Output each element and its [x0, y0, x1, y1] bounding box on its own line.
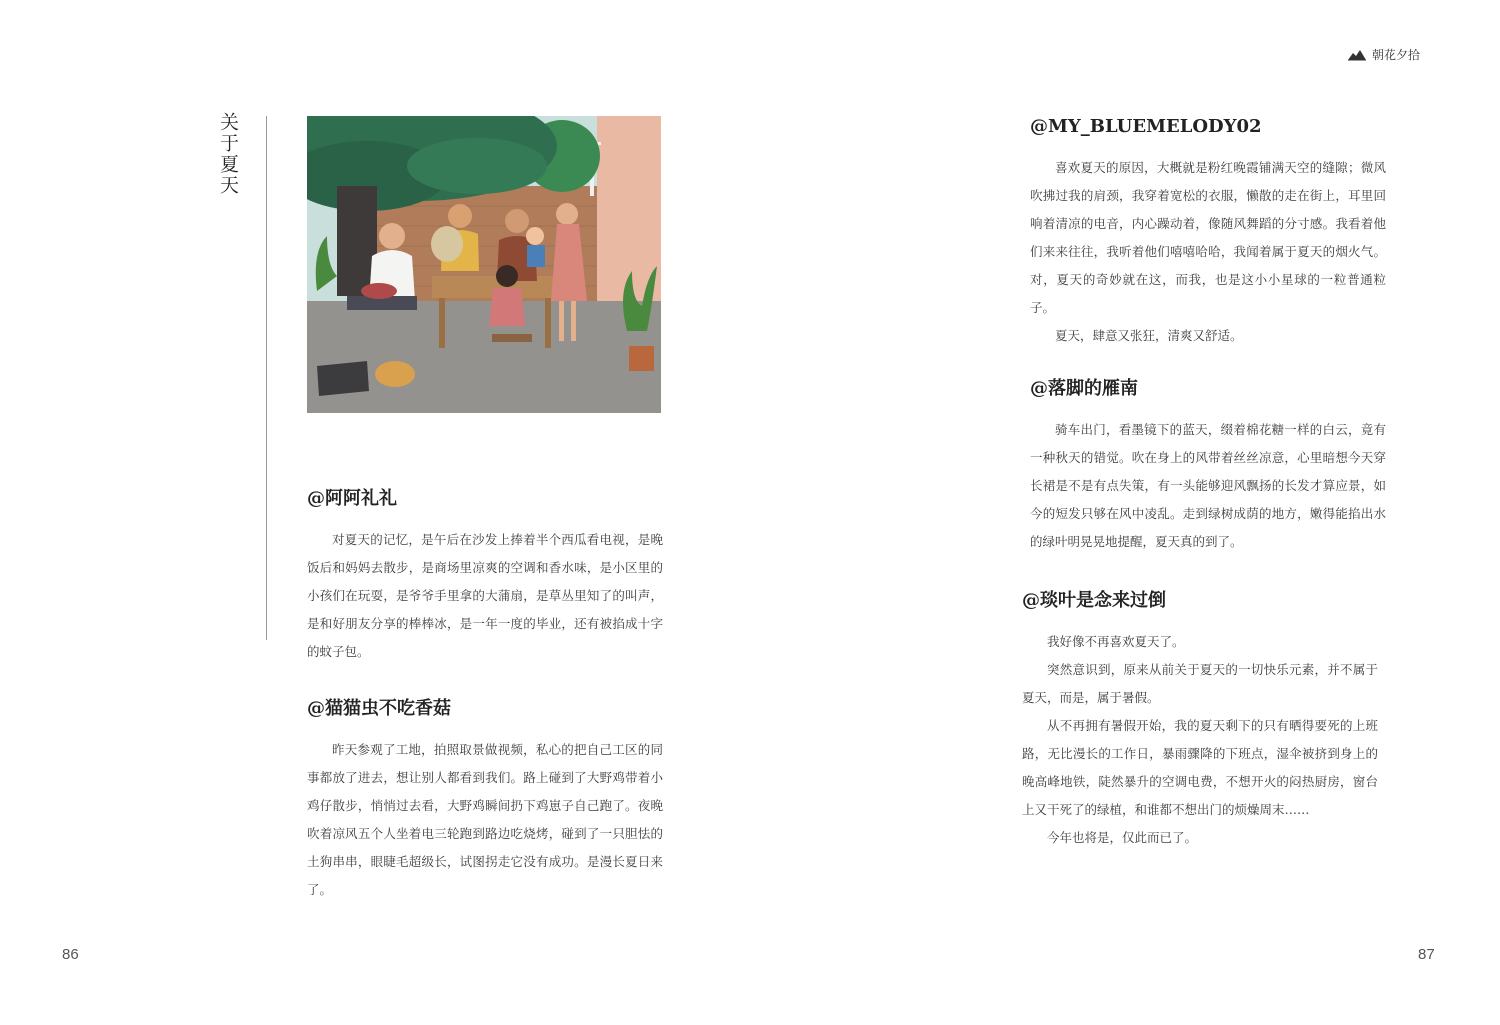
right-page — [750, 0, 1500, 1025]
section-title: 关于夏天 — [217, 112, 239, 196]
entry-paragraph: 喜欢夏天的原因，大概就是粉红晚霞铺满天空的缝隙；微风吹拂过我的肩颈，我穿着宽松的衣服，懒散的走在街上，耳里回响着清凉的电音，内心躁动着，像随风舞蹈的分寸感。我看着他们来来往往，我听着他们嘻嘻哈哈，我闻着属于夏天的烟火气。对，夏天的奇妙就在这，而我，也是这小小星球的一粒普通粒子。 — [1030, 160, 1386, 315]
entry-author: @落脚的雁南 — [1030, 378, 1138, 399]
entry-paragraph: 对夏天的记忆，是午后在沙发上捧着半个西瓜看电视，是晚饭后和妈妈去散步，是商场里凉爽的空调和香水味，是小区里的小孩们在玩耍，是爷爷手里拿的大蒲扇，是草丛里知了的叫声，是和好朋友分享的棒棒冰，是一年一度的毕业，还有被掐成十字的蚊子包。 — [307, 532, 663, 659]
entry-author: @阿阿礼礼 — [307, 488, 397, 509]
vertical-divider — [266, 116, 267, 640]
page-number: 87 — [1418, 946, 1435, 963]
page-number: 86 — [62, 946, 79, 963]
entry-3 — [1030, 114, 1386, 350]
entry-author: @猫猫虫不吃香菇 — [307, 698, 451, 719]
entry-author: @MY_BLUEMELODY02 — [1030, 116, 1262, 137]
mountain-icon — [1348, 49, 1366, 61]
entry-1 — [307, 486, 663, 666]
entry-5 — [1022, 588, 1378, 852]
entry-paragraph: 突然意识到，原来从前关于夏天的一切快乐元素，并不属于夏天，而是，属于暑假。 — [1022, 662, 1378, 705]
summer-family-illustration — [307, 116, 661, 413]
entry-2 — [307, 696, 663, 904]
entry-paragraph: 从不再拥有暑假开始，我的夏天剩下的只有晒得要死的上班路，无比漫长的工作日，暴雨骤降的下班点，湿伞被挤到身上的晚高峰地铁，陡然暴升的空调电费，不想开火的闷热厨房，窗台上又干死了的绿植，和谁都不想出门的烦燥周末…… — [1022, 718, 1378, 817]
entry-author: @琰叶是念来过倒 — [1022, 590, 1166, 611]
entry-paragraph: 昨天参观了工地，拍照取景做视频，私心的把自己工区的同事都放了进去，想让别人都看到我们。路上碰到了大野鸡带着小鸡仔散步，悄悄过去看，大野鸡瞬间扔下鸡崽子自己跑了。夜晚吹着凉风五个人坐着电三轮跑到路边吃烧烤，碰到了一只胆怯的土狗串串，眼睫毛超级长，试图拐走它没有成功。是漫长夏日来了。 — [307, 742, 663, 897]
entry-paragraph: 我好像不再喜欢夏天了。 — [1047, 634, 1185, 649]
entry-4 — [1030, 376, 1386, 556]
entry-paragraph: 夏天，肆意又张狂，清爽又舒适。 — [1055, 328, 1243, 343]
entry-paragraph: 骑车出门，看墨镜下的蓝天，缀着棉花糖一样的白云，竟有一种秋天的错觉。吹在身上的风带着丝丝凉意，心里暗想今天穿长裙是不是有点失策，有一头能够迎风飘扬的长发才算应景，如今的短发只够在风中凌乱。走到绿树成荫的地方，嫩得能掐出水的绿叶明晃晃地提醒，夏天真的到了。 — [1030, 422, 1386, 549]
entry-paragraph: 今年也将是，仅此而已了。 — [1047, 830, 1198, 845]
running-header — [1348, 46, 1420, 63]
header-title: 朝花夕拾 — [1371, 48, 1420, 62]
